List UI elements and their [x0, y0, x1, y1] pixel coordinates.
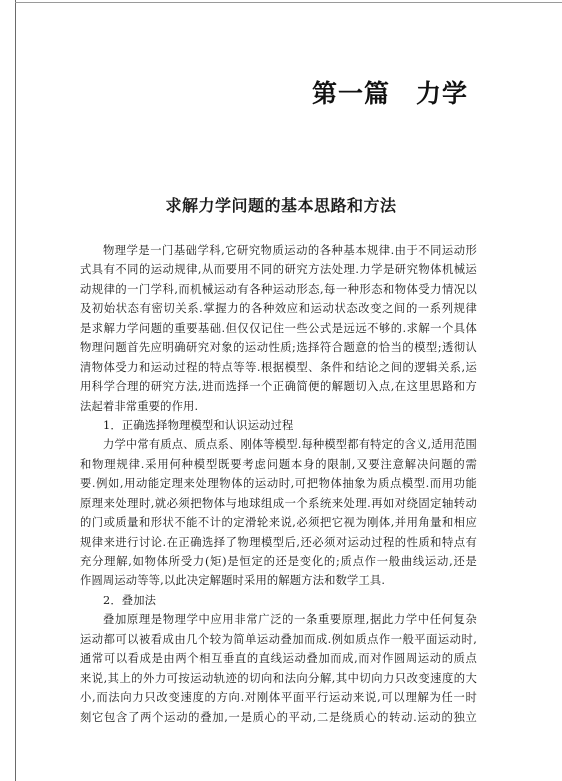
paragraph-line: 法起着非常重要的作用.: [80, 399, 199, 413]
paragraph-line: 物理问题首先应明确研究对象的运动性质;选择符合题意的恰当的模型;透彻认: [80, 341, 477, 355]
paragraph-line: 刻它包含了两个运动的叠加,一是质心的平动,二是绕质心的转动.运动的独立: [80, 710, 477, 724]
paragraph-line: 作圆周运动等等,以此决定解题时采用的解题方法和数学工具.: [80, 574, 386, 588]
part-heading: 第一篇 力学: [311, 79, 468, 108]
paragraph-line: 运动都可以被看成由几个较为简单运动叠加而成.例如质点作一般平面运动时,: [80, 632, 477, 646]
section-heading: 2．叠加法: [103, 593, 157, 607]
paragraph-line: 和物理规律.采用何种模型既要考虑问题本身的限制,又要注意解决问题的需: [80, 457, 477, 471]
body-text: [80, 241, 477, 727]
section-heading: 1．正确选择物理模型和认识运动过程: [103, 418, 294, 432]
paragraph-line: 小,而法向力只改变速度的方向.对刚体平面平行运动来说,可以理解为任一时: [80, 691, 477, 705]
paragraph-line: 规律来进行讨论.在正确选择了物理模型后,还必须对运动过程的性质和特点有: [80, 535, 477, 549]
page-top-line: [15, 2, 562, 3]
paragraph-line: 来说,其上的外力可按运动轨迹的切向和法向分解,其中切向力只改变速度的大: [80, 671, 477, 685]
paragraph-line: 式具有不同的运动规律,从而要用不同的研究方法处理.力学是研究物体机械运: [80, 263, 477, 277]
paragraph-line: 叠加原理是物理学中应用非常广泛的一条重要原理,据此力学中任何复杂: [103, 613, 477, 627]
paragraph-line: 的门或质量和形状不能不计的定滑轮来说,必须把它视为刚体,并用角量和相应: [80, 516, 477, 530]
paragraph-line: 及初始状态有密切关系.掌握力的各种效应和运动状态改变之间的一系列规律: [80, 302, 477, 316]
paragraph-line: 原理来处理时,就必须把物体与地球组成一个系统来处理.再如对绕固定轴转动: [80, 496, 477, 510]
paragraph-line: 动规律的一门学科,而机械运动有各种运动形态,每一种形态和物体受力情况以: [80, 282, 477, 296]
chapter-title: 求解力学问题的基本思路和方法: [165, 196, 397, 215]
paragraph-line: 用科学合理的研究方法,进而选择一个正确简便的解题切入点,在这里思路和方: [80, 380, 477, 394]
page-edge-line: [15, 0, 16, 781]
paragraph-line: 力学中常有质点、质点系、刚体等模型.每种模型都有特定的含义,适用范围: [103, 438, 477, 452]
paragraph-line: 是求解力学问题的重要基础.但仅仅记住一些公式是远远不够的.求解一个具体: [80, 321, 477, 335]
paragraph-line: 物理学是一门基础学科,它研究物质运动的各种基本规律.由于不同运动形: [103, 244, 477, 257]
paragraph-line: 清物体受力和运动过程的特点等等.根据模型、条件和结论之间的逻辑关系,运: [80, 360, 477, 374]
paragraph-line: 要.例如,用动能定理来处理物体的运动时,可把物体抽象为质点模型.而用功能: [80, 477, 477, 491]
paragraph-line: 通常可以看成是由两个相互垂直的直线运动叠加而成,而对作圆周运动的质点: [80, 652, 477, 666]
paragraph-line: 充分理解,如物体所受力(矩)是恒定的还是变化的;质点作一般曲线运动,还是: [80, 555, 477, 568]
